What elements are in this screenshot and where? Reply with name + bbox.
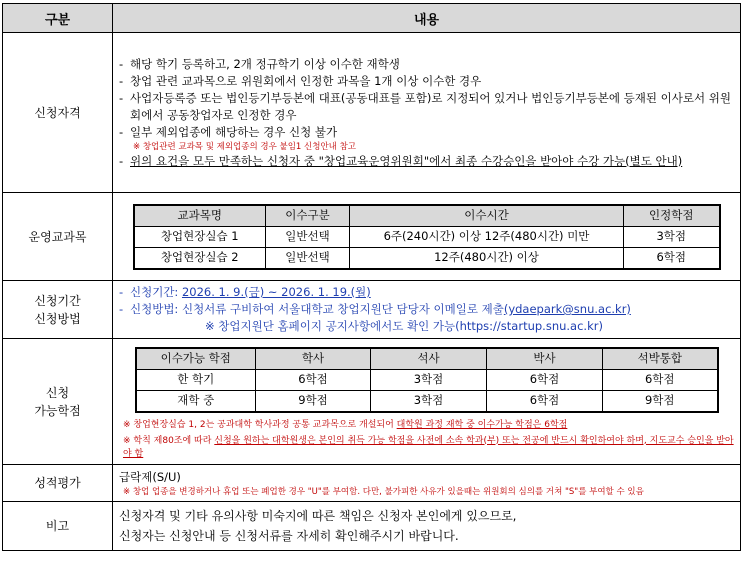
period-content bbox=[113, 281, 741, 339]
method-line: - 신청방법: 신청서류 구비하여 서울대학교 창업지원단 담당자 이메일로 제출(ydaepark@snu.ac.kr) bbox=[119, 302, 631, 316]
credits-note-1: ※ 창업현장실습 1, 2는 공과대학 학사과정 공통 교과목으로 개설되어 대학원 과정 재학 중 이수가능 학점은 6학점 bbox=[123, 419, 568, 430]
credit-cell: 9학점 bbox=[256, 390, 371, 412]
credit-col-header: 이수가능 학점 bbox=[136, 348, 256, 370]
course-hours: 6주(240시간) 이상 12주(480시간) 미만 bbox=[350, 226, 624, 247]
credit-col-header: 학사 bbox=[256, 348, 371, 370]
credit-cell: 3학점 bbox=[371, 369, 487, 390]
remarks-row bbox=[3, 502, 741, 551]
table-row bbox=[136, 390, 718, 412]
grading-note: ※ 창업 업종을 변경하거나 휴업 또는 폐업한 경우 "U"를 부여함. 다만, 불가피한 사유가 있을때는 위원회의 심의를 거쳐 "S"를 부여할 수 있음 bbox=[123, 486, 644, 497]
remarks-label: 비고 bbox=[3, 502, 113, 551]
courses-table bbox=[133, 204, 721, 270]
course-type: 일반선택 bbox=[266, 226, 350, 247]
courses-label: 운영교과목 bbox=[3, 193, 113, 281]
credit-cell: 6학점 bbox=[487, 390, 603, 412]
courses-header-row bbox=[134, 205, 720, 227]
credit-cell: 6학점 bbox=[256, 369, 371, 390]
course-credits: 3학점 bbox=[624, 226, 720, 247]
grading-content bbox=[113, 465, 741, 502]
eligibility-item-final: - 위의 요건을 모두 만족하는 신청자 중 "창업교육운영위원회"에서 최종 수강승인을 받아야 수강 가능(별도 안내) bbox=[119, 153, 683, 168]
credit-cell: 3학점 bbox=[371, 390, 487, 412]
course-credits: 6학점 bbox=[624, 247, 720, 269]
course-name: 창업현장실습 1 bbox=[134, 226, 266, 247]
credit-cell: 6학점 bbox=[487, 369, 603, 390]
remarks-content bbox=[113, 502, 741, 551]
remarks-line: 신청자는 신청안내 등 신청서류를 자세히 확인해주시기 바랍니다. bbox=[119, 529, 459, 543]
course-type: 일반선택 bbox=[266, 247, 350, 269]
credits-header-row bbox=[136, 348, 718, 370]
period-line: - 신청기간: 2026. 1. 9.(금) ~ 2026. 1. 19.(월) bbox=[119, 285, 371, 299]
table-row bbox=[136, 369, 718, 390]
table-row bbox=[134, 226, 720, 247]
course-hours: 12주(480시간) 이상 bbox=[350, 247, 624, 269]
course-col-header: 인정학점 bbox=[624, 205, 720, 227]
period-label: 신청기간 신청방법 bbox=[3, 281, 113, 339]
eligibility-row bbox=[3, 33, 741, 193]
eligibility-item: - 해당 학기 등록하고, 2개 정규학기 이상 이수한 재학생 bbox=[119, 56, 400, 71]
course-col-header: 이수시간 bbox=[350, 205, 624, 227]
info-table bbox=[2, 3, 741, 551]
courses-row bbox=[3, 193, 741, 281]
credits-note-2: ※ 학칙 제80조에 따라 신청을 원하는 대학원생은 본인의 취득 가능 학점을 사전에 소속 학과(부) 또는 전공에 반드시 확인하여야 하며, 지도교수 승인을 받아야 함 bbox=[123, 435, 734, 459]
course-col-header: 교과목명 bbox=[134, 205, 266, 227]
eligibility-note: ※ 창업관련 교과목 및 제외업종의 경우 붙임1 신청안내 참고 bbox=[133, 141, 357, 152]
credits-content bbox=[113, 339, 741, 465]
table-row bbox=[134, 247, 720, 269]
eligibility-content bbox=[113, 33, 741, 193]
credit-col-header: 석박통합 bbox=[603, 348, 718, 370]
grading-value: 급락제(S/U) bbox=[119, 469, 181, 484]
period-row bbox=[3, 281, 741, 339]
credits-table bbox=[135, 347, 719, 413]
grading-row bbox=[3, 465, 741, 502]
header-row bbox=[3, 4, 741, 33]
credit-cell: 재학 중 bbox=[136, 390, 256, 412]
credit-col-header: 석사 bbox=[371, 348, 487, 370]
header-content: 내용 bbox=[113, 4, 741, 33]
eligibility-label: 신청자격 bbox=[3, 33, 113, 193]
course-col-header: 이수구분 bbox=[266, 205, 350, 227]
remarks-line: 신청자격 및 기타 유의사항 미숙지에 따른 책임은 신청자 본인에게 있으므로, bbox=[119, 509, 517, 523]
eligibility-item: - 창업 관련 교과목으로 위원회에서 인정한 과목을 1개 이상 이수한 경우 bbox=[119, 73, 482, 88]
eligibility-item: - 일부 제외업종에 해당하는 경우 신청 불가 bbox=[119, 124, 338, 139]
credit-cell: 6학점 bbox=[603, 369, 718, 390]
grading-label: 성적평가 bbox=[3, 465, 113, 502]
course-name: 창업현장실습 2 bbox=[134, 247, 266, 269]
email-link[interactable]: (ydaepark@snu.ac.kr) bbox=[503, 302, 631, 316]
credits-row bbox=[3, 339, 741, 465]
credit-col-header: 박사 bbox=[487, 348, 603, 370]
eligibility-item: - 사업자등록증 또는 법인등기부등본에 대표(공동대표를 포함)로 지정되어 있거나 법인등기부등본에 등재된 이사로서 위원회에서 공동창업자로 인정한 경우 bbox=[119, 90, 731, 122]
homepage-note: ※ 창업지원단 홈페이지 공지사항에서도 확인 가능(https://startup.snu.ac.kr) bbox=[205, 319, 603, 333]
credits-label: 신청 가능학점 bbox=[3, 339, 113, 465]
header-category: 구분 bbox=[3, 4, 113, 33]
courses-content bbox=[113, 193, 741, 281]
credit-cell: 한 학기 bbox=[136, 369, 256, 390]
credit-cell: 9학점 bbox=[603, 390, 718, 412]
